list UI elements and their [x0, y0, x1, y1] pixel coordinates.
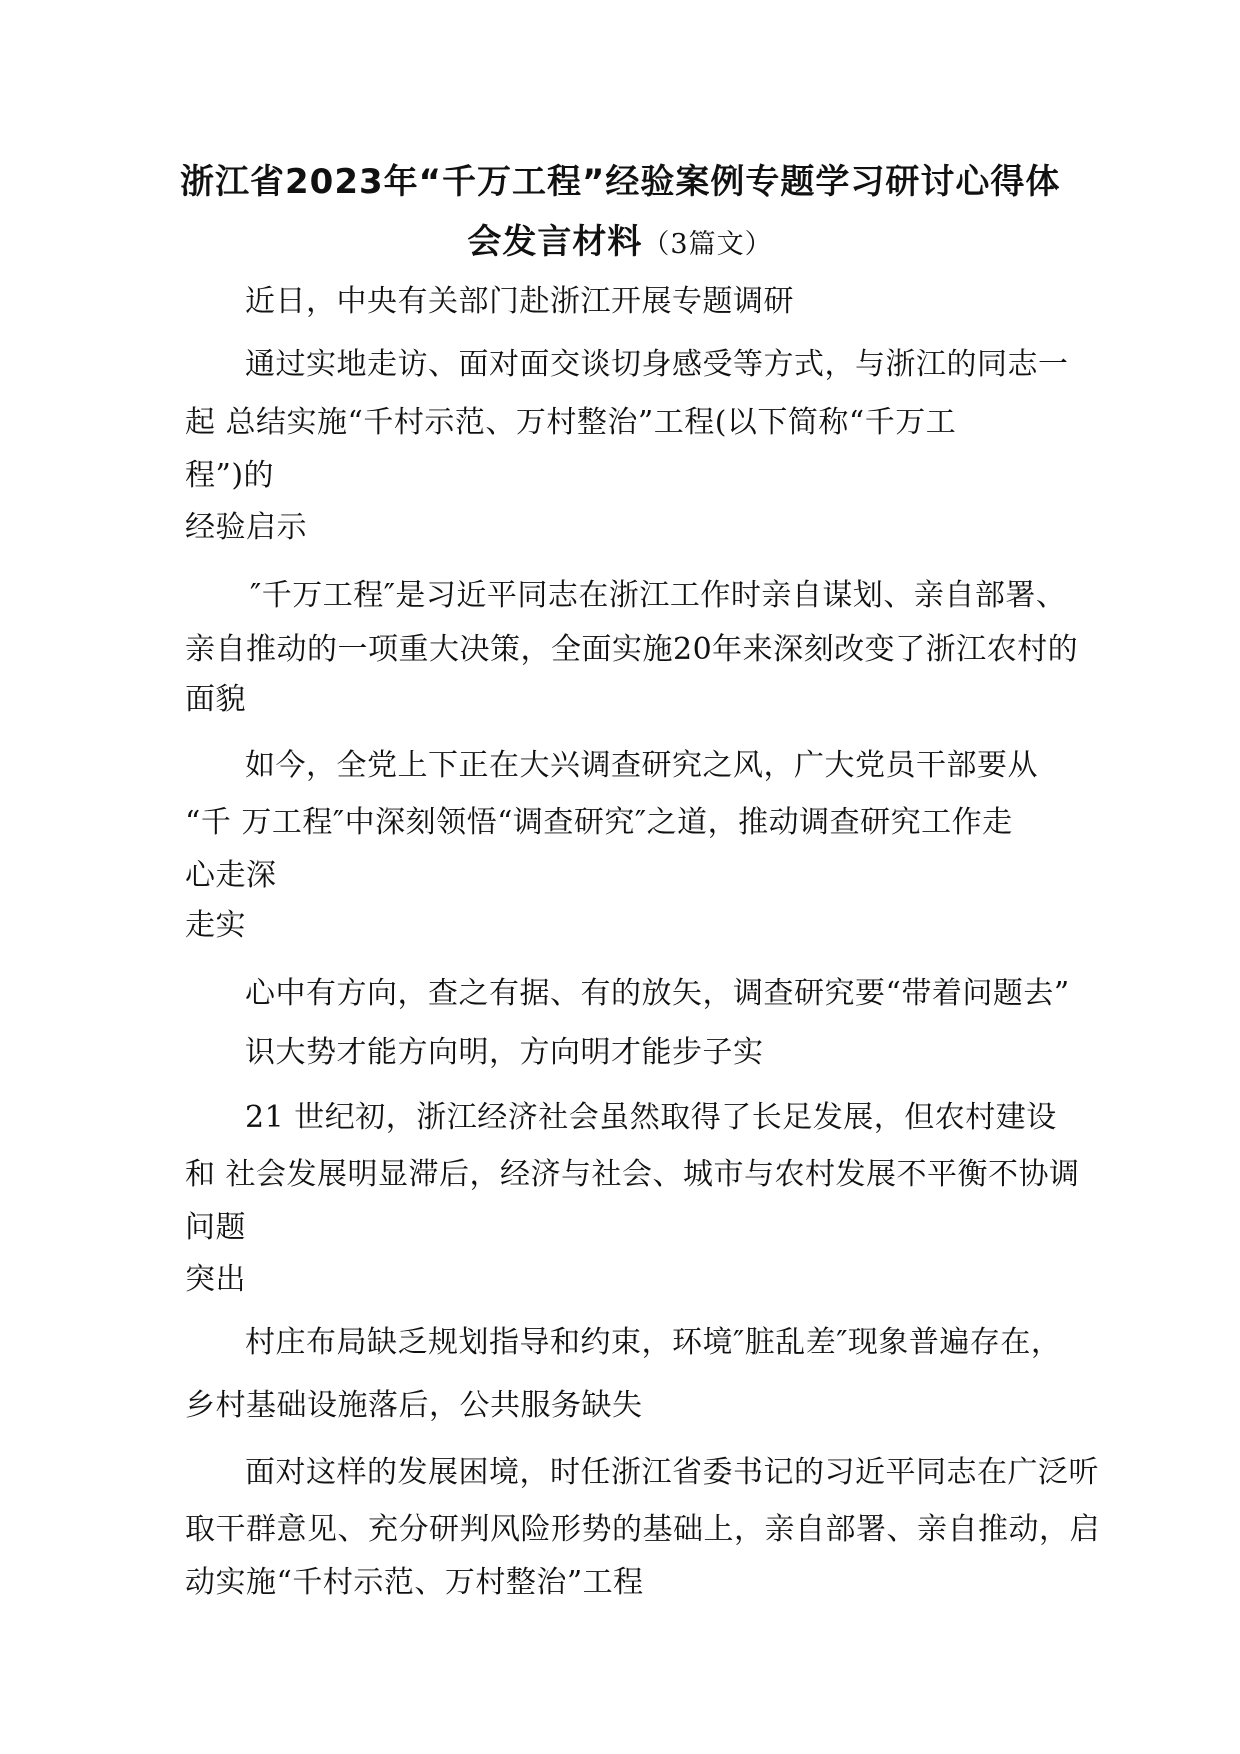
body-line: 通过实地走访、面对面交谈切身感受等方式，与浙江的同志一 — [245, 347, 1069, 382]
title-note: （3篇文） — [642, 229, 773, 260]
body-line: 突出 — [185, 1262, 246, 1297]
body-line: 走实 — [185, 908, 246, 943]
body-line: 识大势才能方向明，方向明才能步子实 — [245, 1035, 764, 1070]
body-line: 经验启示 — [185, 510, 307, 545]
body-line: 动实施“千村示范、万村整治”工程 — [185, 1565, 644, 1600]
body-line: ″千万工程″是习近平同志在浙江工作时亲自谋划、亲自部署、 — [250, 578, 1067, 613]
body-line: 亲自推动的一项重大决策，全面实施20年来深刻改变了浙江农村的 — [185, 632, 1079, 667]
document-title-line-1: 浙江省2023年“千万工程”经验案例专题学习研讨心得体 — [180, 162, 1061, 202]
body-line: 21 世纪初，浙江经济社会虽然取得了长足发展，但农村建设 — [245, 1100, 1057, 1135]
body-line: 心走深 — [185, 858, 277, 893]
body-line: 问题 — [185, 1210, 246, 1245]
body-line: “千 万工程″中深刻领悟“调查研究″之道，推动调查研究工作走 — [185, 805, 1013, 840]
body-line: 近日，中央有关部门赴浙江开展专题调研 — [245, 284, 794, 319]
body-line: 取干群意见、充分研判风险形势的基础上，亲自部署、亲自推动，启 — [185, 1512, 1100, 1547]
body-line: 面貌 — [185, 682, 246, 717]
body-line: 村庄布局缺乏规划指导和约束，环境″脏乱差″现象普遍存在， — [245, 1325, 1062, 1360]
body-line: 程”)的 — [185, 458, 275, 493]
body-line: 和 社会发展明显滞后，经济与社会、城市与农村发展不平衡不协调 — [185, 1157, 1080, 1192]
document-title-line-2 — [180, 222, 1060, 265]
body-line: 如今，全党上下正在大兴调查研究之风，广大党员干部要从 — [245, 748, 1038, 783]
title-text: 会发言材料 — [467, 222, 643, 262]
body-line: 面对这样的发展困境，时任浙江省委书记的习近平同志在广泛听 — [245, 1455, 1099, 1490]
body-line: 乡村基础设施落后，公共服务缺失 — [185, 1388, 643, 1423]
body-line: 心中有方向，查之有据、有的放矢，调查研究要“带着问题去” — [245, 976, 1070, 1011]
body-line: 起 总结实施“千村示范、万村整治”工程(以下简称“千万工 — [185, 405, 957, 440]
